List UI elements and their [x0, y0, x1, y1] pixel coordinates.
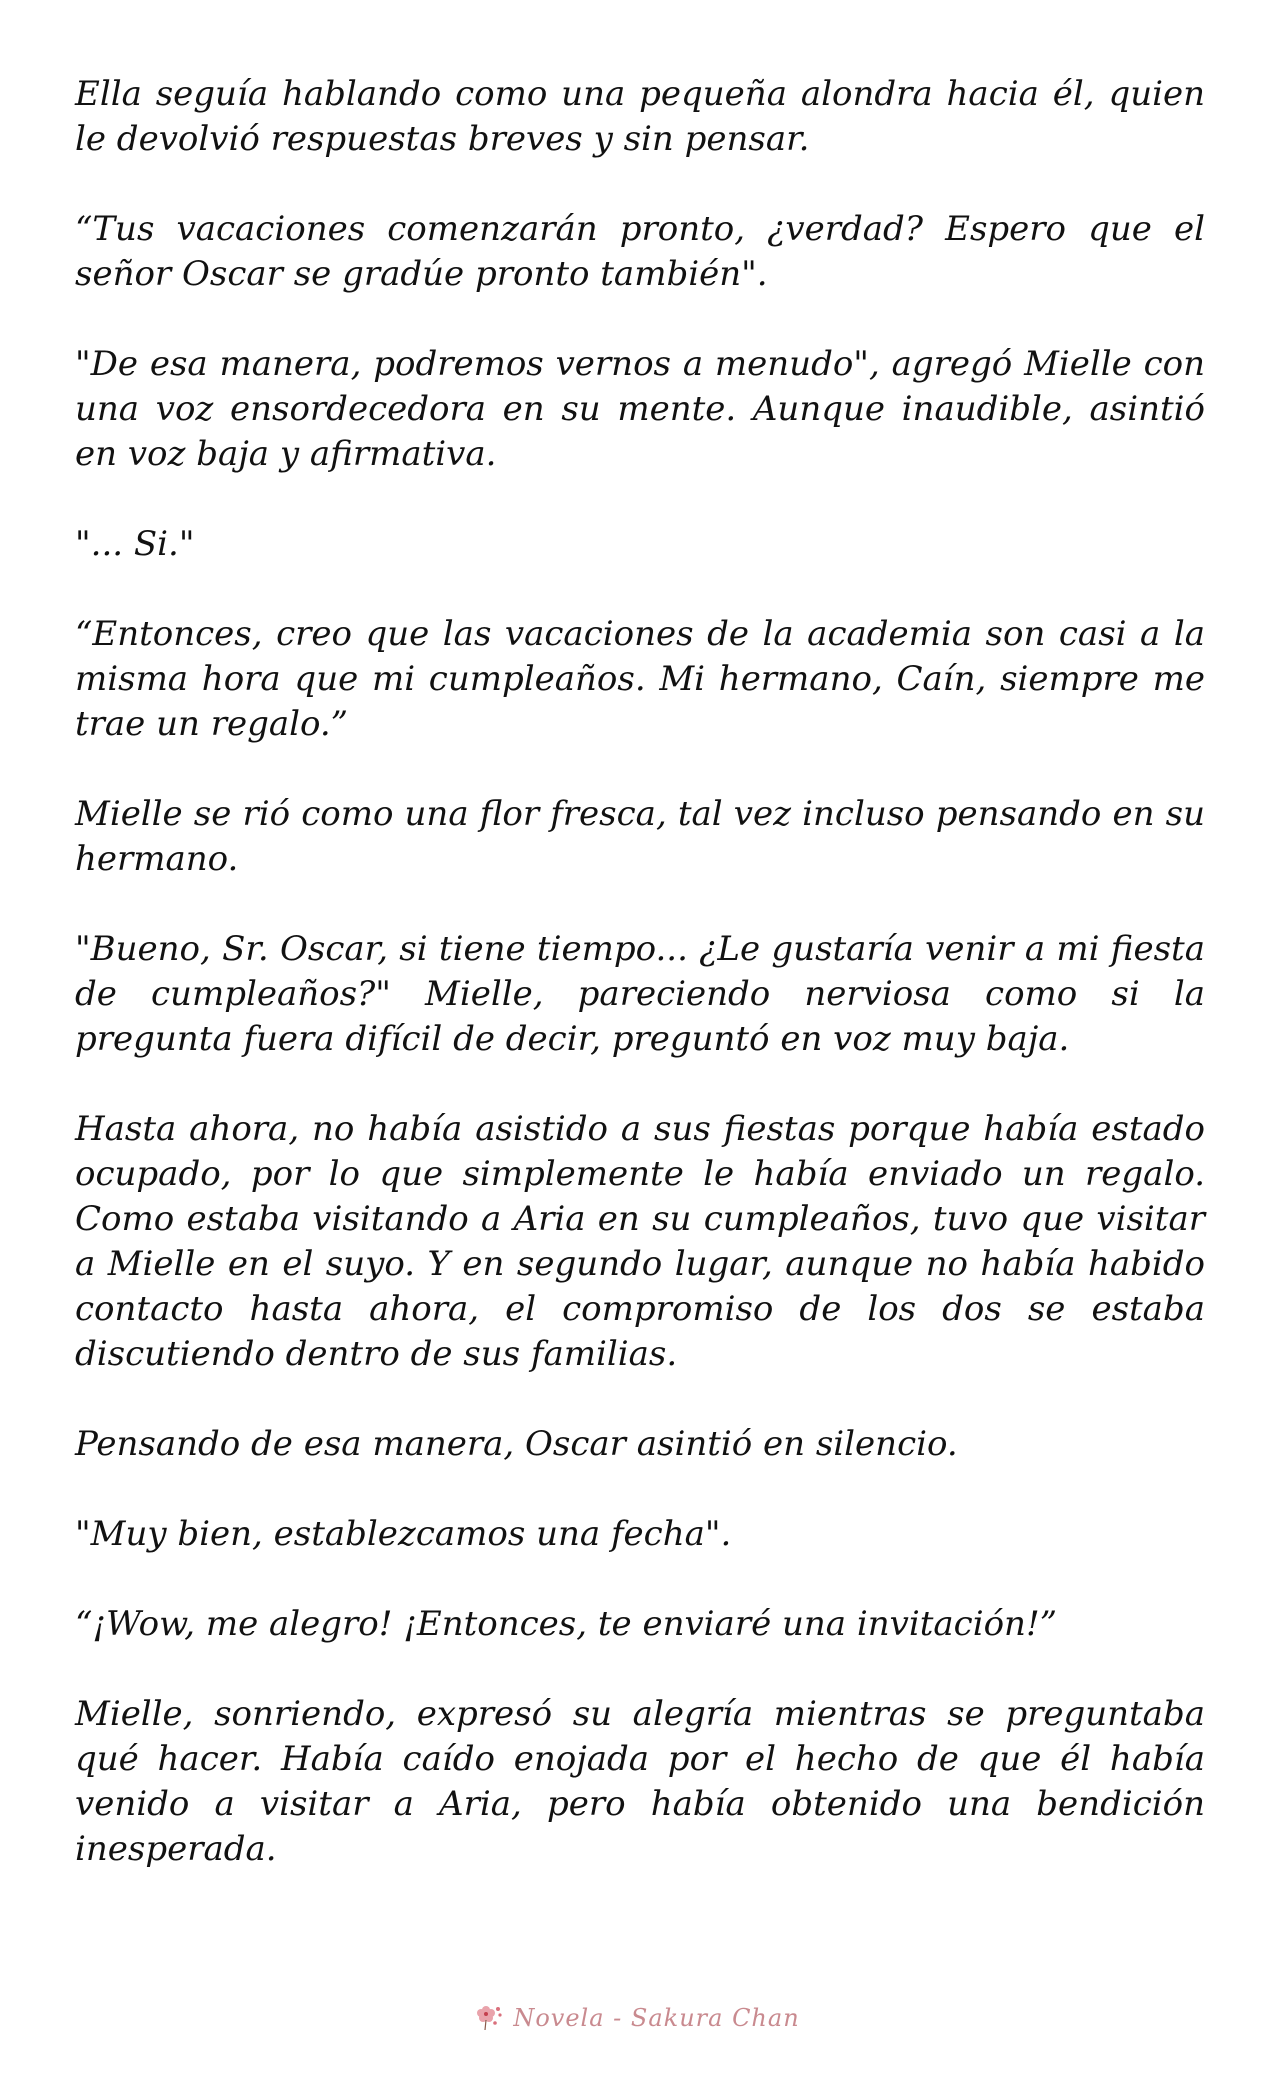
paragraph: “Tus vacaciones comenzarán pronto, ¿verdad? Espero que el señor Oscar se gradúe pronto también".: [75, 209, 1205, 294]
watermark: [0, 1998, 1275, 2038]
paragraph: “Entonces, creo que las vacaciones de la academia son casi a la misma hora que mi cumpleaños. Mi hermano, Caín, siempre me trae un regalo.”: [75, 614, 1205, 744]
document-body: [75, 72, 1205, 1872]
paragraph: "De esa manera, podremos vernos a menudo", agregó Mielle con una voz ensordecedora en su mente. Aunque inaudible, asintió en voz baja y afirmativa.: [75, 344, 1205, 474]
paragraph: "Bueno, Sr. Oscar, si tiene tiempo... ¿Le gustaría venir a mi fiesta de cumpleaños?" Mielle, pareciendo nerviosa como si la pregunta fuera difícil de decir, preguntó en voz muy baja.: [75, 929, 1205, 1059]
paragraph: "... Si.": [75, 524, 195, 564]
paragraph: Ella seguía hablando como una pequeña alondra hacia él, quien le devolvió respuestas breves y sin pensar.: [75, 74, 1205, 159]
paragraph: Mielle, sonriendo, expresó su alegría mientras se preguntaba qué hacer. Había caído enojada por el hecho de que él había venido a visitar a Aria, pero había obtenido una bendición inesperada.: [75, 1694, 1205, 1869]
cherry-blossom-icon: [475, 2003, 505, 2033]
paragraph: Hasta ahora, no había asistido a sus fiestas porque había estado ocupado, por lo que simplemente le había enviado un regalo. Como estaba visitando a Aria en su cumpleaños, tuvo que visitar a Mielle en el suyo. Y en segundo lugar, aunque no había habido contacto hasta ahora, el compromiso de los dos se estaba discutiendo dentro de sus familias.: [75, 1109, 1205, 1374]
paragraph: Mielle se rió como una flor fresca, tal vez incluso pensando en su hermano.: [75, 794, 1205, 879]
paragraph: “¡Wow, me alegro! ¡Entonces, te enviaré una invitación!”: [75, 1604, 1057, 1644]
paragraph: Pensando de esa manera, Oscar asintió en silencio.: [75, 1424, 958, 1464]
paragraph: "Muy bien, establezcamos una fecha".: [75, 1514, 732, 1554]
watermark-text: Novela - Sakura Chan: [513, 2004, 800, 2032]
